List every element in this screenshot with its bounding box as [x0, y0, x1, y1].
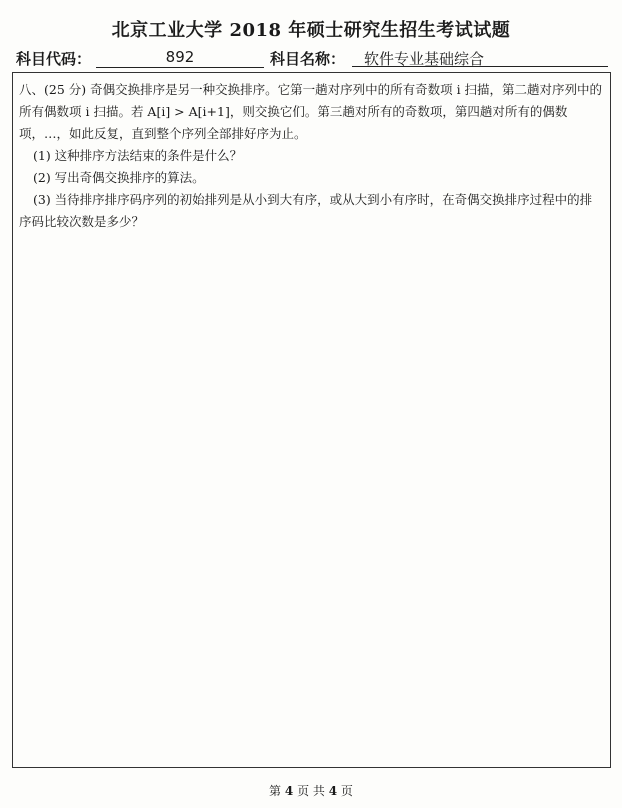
footer-mid: 页 共 [297, 784, 325, 798]
exam-title: 北京工业大学 2018 年硕士研究生招生考试试题 [111, 20, 511, 41]
page-footer [0, 782, 622, 799]
subject-info-row [14, 48, 610, 70]
subject-name-value: 软件专业基础综合 [352, 48, 608, 67]
subject-name-label: 科目名称： [270, 50, 346, 68]
sub-question-3: (3) 当待排序排序码序列的初始排列是从小到大有序，或从大到小有序时，在奇偶交换排序过程中的排序码比较次数是多少？ [19, 192, 593, 229]
sub-question-2: (2) 写出奇偶交换排序的算法。 [33, 170, 205, 185]
sub-question-1: (1) 这种排序方法结束的条件是什么？ [33, 148, 243, 163]
question-body [19, 79, 603, 233]
total-page-number: 4 [328, 784, 338, 798]
subject-code-value: 892 [96, 48, 264, 68]
current-page-number: 4 [284, 784, 294, 798]
footer-suffix: 页 [340, 784, 353, 798]
subject-code-label: 科目代码： [16, 50, 92, 68]
question-box [12, 72, 611, 768]
footer-prefix: 第 [269, 784, 282, 798]
question-intro: 八、(25 分) 奇偶交换排序是另一种交换排序。它第一趟对序列中的所有奇数项 i 扫描，第二趟对序列中的所有偶数项 i 扫描。若 A[i] > A[i+1]，则交换它们。第三趟对所有的奇数项，第四趟对所有的偶数项，…，如此反复，直到整个序列全部排好序为止。 [19, 82, 603, 141]
